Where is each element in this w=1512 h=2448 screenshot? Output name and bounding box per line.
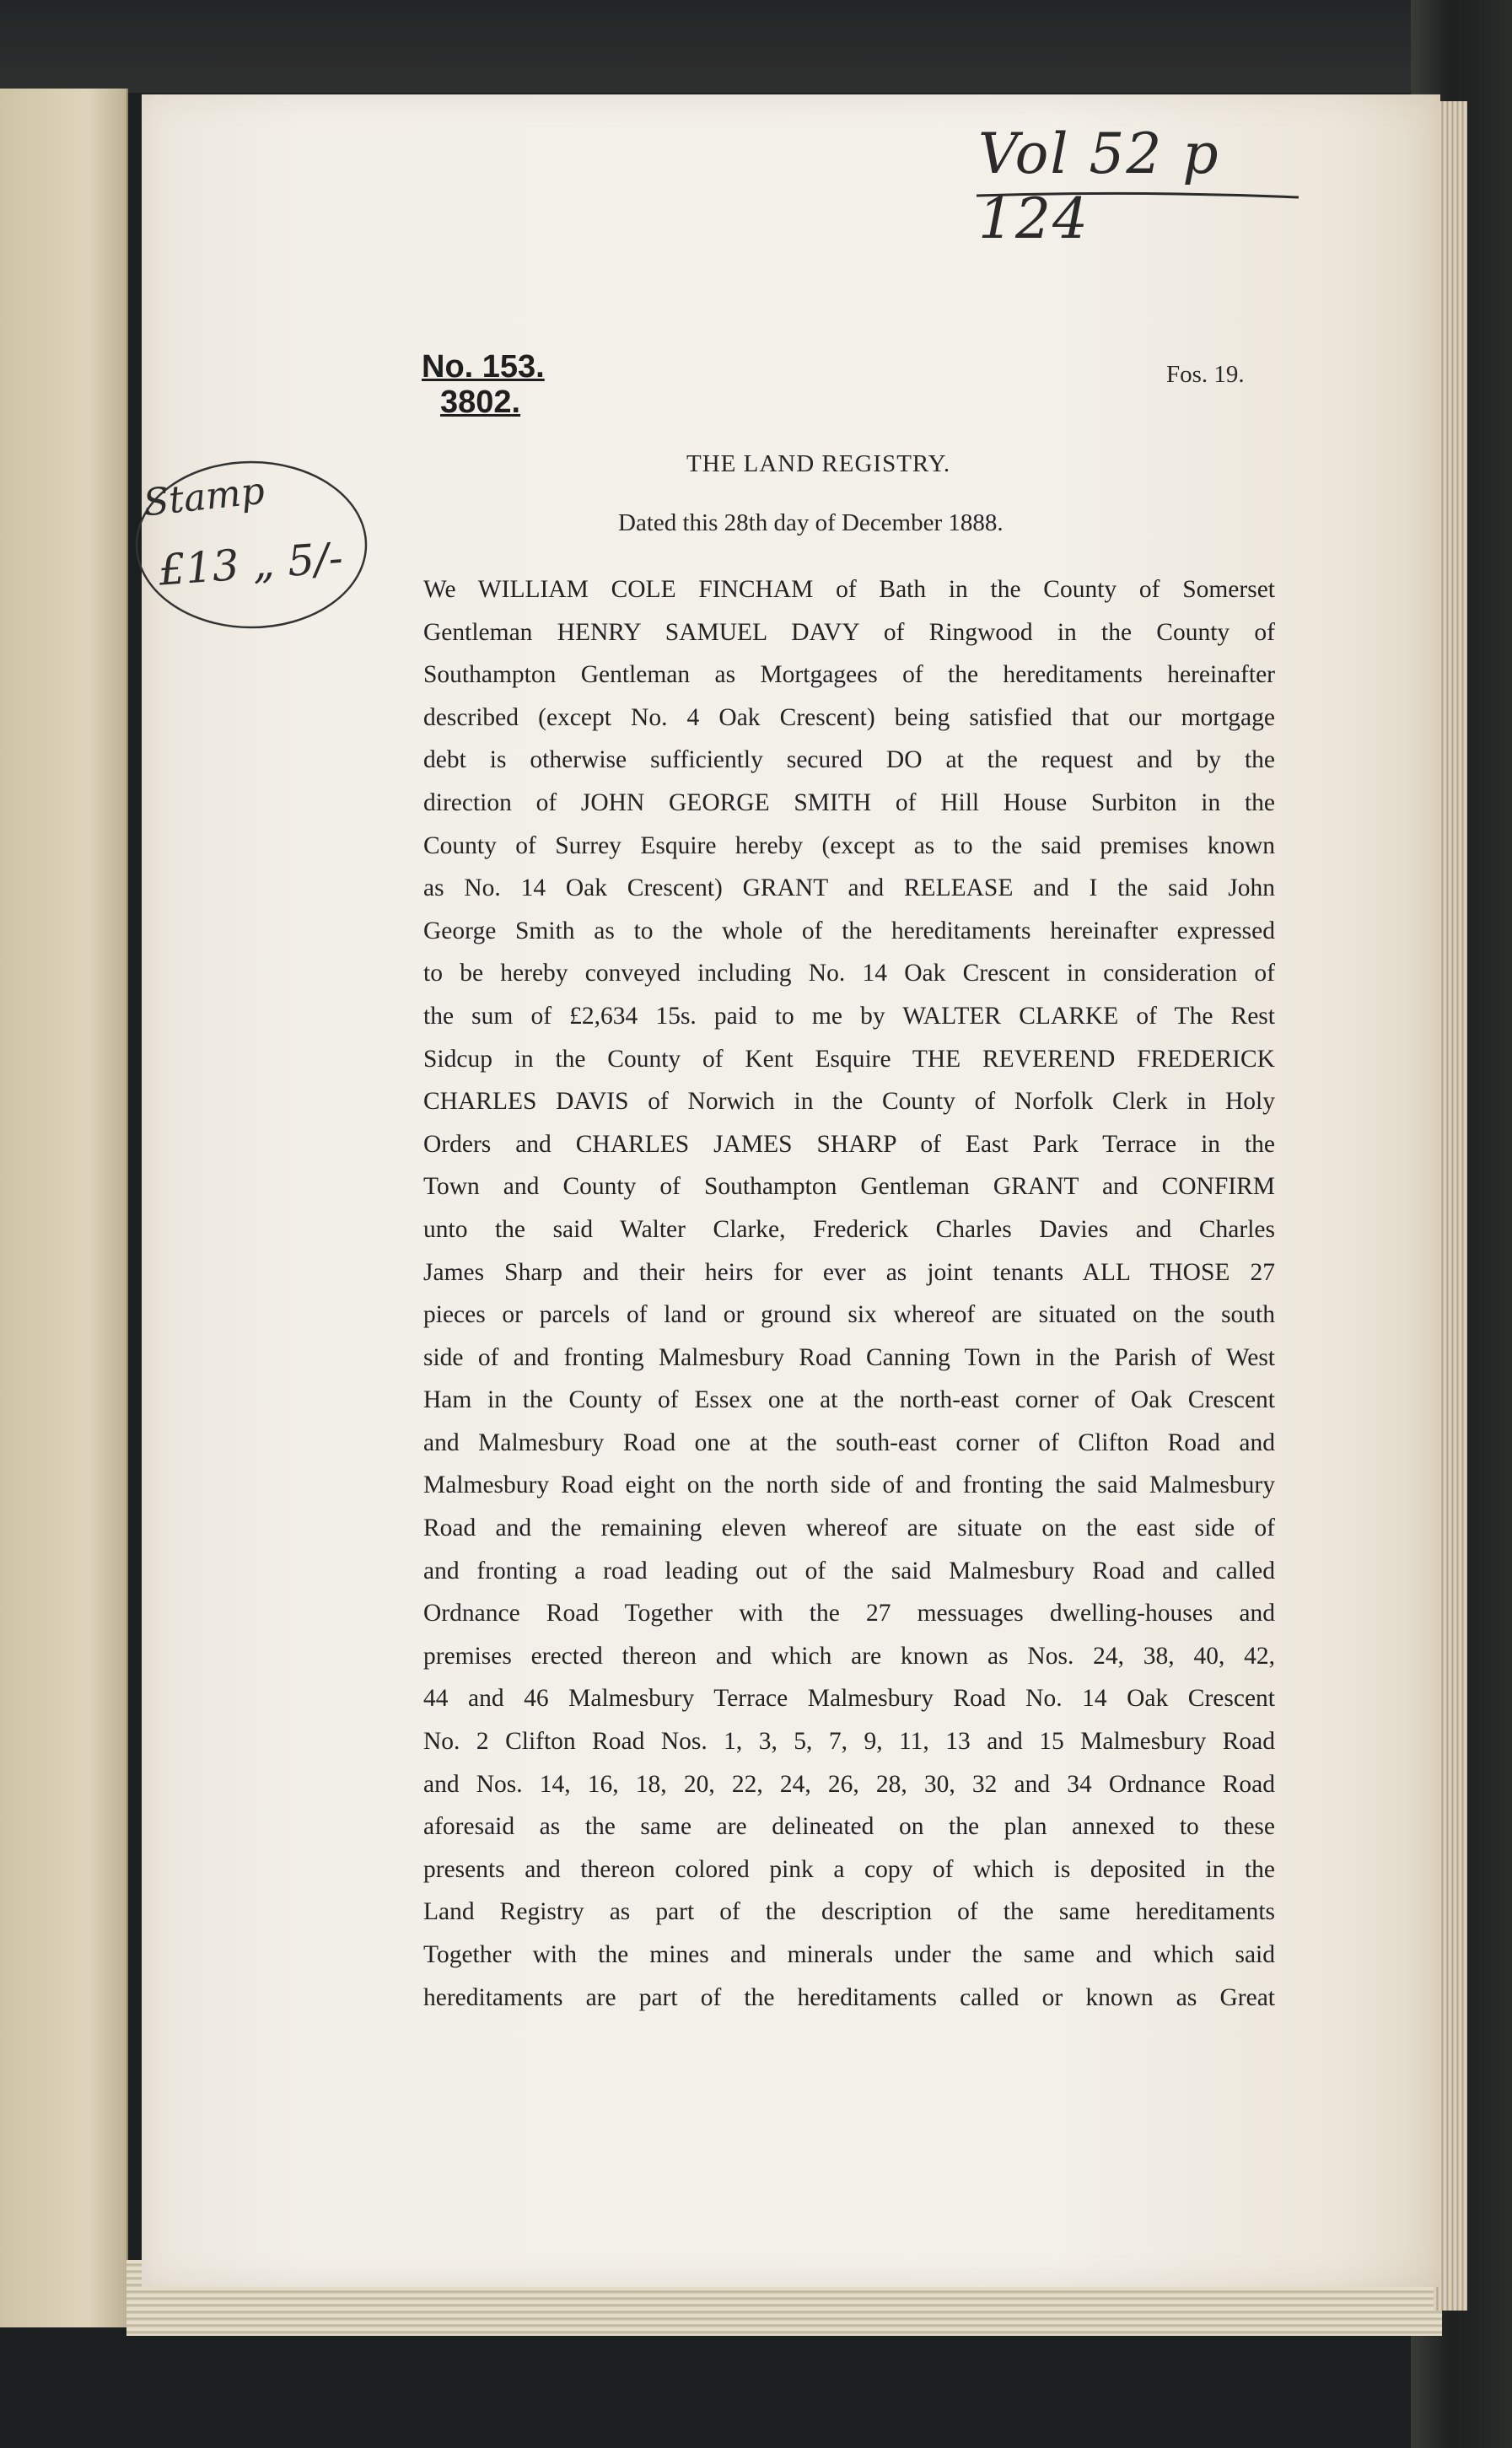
body-line: hereditaments are part of the hereditaments called or known as Great [423, 1983, 1275, 2011]
previous-page-edge [0, 89, 128, 2327]
body-line: Together with the mines and minerals under the same and which said [423, 1941, 1275, 1968]
stamp-label: Stamp [141, 469, 267, 525]
body-line: Sidcup in the County of Kent Esquire THE REVEREND FREDERICK [423, 1045, 1275, 1073]
document-date-line: Dated this 28th day of December 1888. [618, 509, 1004, 536]
document-number: No. 153. [422, 349, 545, 385]
body-line: described (except No. 4 Oak Crescent) being satisfied that our mortgage [423, 703, 1275, 731]
body-line: James Sharp and their heirs for ever as joint tenants ALL THOSE 27 [423, 1258, 1275, 1286]
body-line: County of Surrey Esquire hereby (except as to the said premises known [423, 831, 1275, 859]
body-line: to be hereby conveyed including No. 14 Oak Crescent in consideration of [423, 960, 1275, 987]
body-line: We WILLIAM COLE FINCHAM of Bath in the County of Somerset [423, 576, 1275, 603]
book-binding-top [0, 0, 1512, 93]
body-line: presents and thereon colored pink a copy of which is deposited in the [423, 1855, 1275, 1883]
body-line: the sum of £2,634 15s. paid to me by WALTER CLARKE of The Rest [423, 1002, 1275, 1030]
body-line: Ham in the County of Essex one at the north-east corner of Oak Crescent [423, 1386, 1275, 1414]
body-line: premises erected thereon and which are known as Nos. 24, 38, 40, 42, [423, 1642, 1275, 1670]
body-line: pieces or parcels of land or ground six whereof are situated on the south [423, 1301, 1275, 1329]
document-body [423, 568, 1275, 2019]
body-line: and Nos. 14, 16, 18, 20, 22, 24, 26, 28, 30, 32 and 34 Ordnance Road [423, 1770, 1275, 1798]
body-line: aforesaid as the same are delineated on the plan annexed to these [423, 1813, 1275, 1841]
handwritten-volume-reference [968, 118, 1305, 251]
folio-number: Fos. 19. [1166, 361, 1245, 388]
document-title: THE LAND REGISTRY. [686, 450, 951, 477]
body-line: debt is otherwise sufficiently secured DO at the request and by the [423, 746, 1275, 774]
document-number-block [422, 350, 545, 421]
body-line: Orders and CHARLES JAMES SHARP of East Park Terrace in the [423, 1130, 1275, 1158]
body-line: CHARLES DAVIS of Norwich in the County of Norfolk Clerk in Holy [423, 1088, 1275, 1116]
body-line: Gentleman HENRY SAMUEL DAVY of Ringwood in the County of [423, 618, 1275, 646]
duty-stamp [125, 455, 374, 637]
body-line: Land Registry as part of the description of the same hereditaments [423, 1898, 1275, 1926]
body-line: Southampton Gentleman as Mortgagees of the hereditaments hereinafter [423, 661, 1275, 689]
body-line: Road and the remaining eleven whereof are situate on the east side of [423, 1515, 1275, 1542]
body-line: as No. 14 Oak Crescent) GRANT and RELEASE and I the said John [423, 874, 1275, 902]
volume-reference-text: Vol 52 p 124 [978, 121, 1220, 251]
body-line: direction of JOHN GEORGE SMITH of Hill House Surbiton in the [423, 788, 1275, 816]
body-line: and fronting a road leading out of the said Malmesbury Road and called [423, 1557, 1275, 1584]
body-line: Ordnance Road Together with the 27 messuages dwelling-houses and [423, 1600, 1275, 1628]
body-line: Town and County of Southampton Gentleman GRANT and CONFIRM [423, 1173, 1275, 1201]
body-line: No. 2 Clifton Road Nos. 1, 3, 5, 7, 9, 11, 13 and 15 Malmesbury Road [423, 1728, 1275, 1756]
body-line: Malmesbury Road eight on the north side of and fronting the said Malmesbury [423, 1471, 1275, 1499]
body-line: George Smith as to the whole of the hereditaments hereinafter expressed [423, 917, 1275, 944]
body-line: side of and fronting Malmesbury Road Canning Town in the Parish of West [423, 1343, 1275, 1371]
body-line: unto the said Walter Clarke, Frederick Charles Davies and Charles [423, 1215, 1275, 1243]
stamp-amount: £13 „ 5/- [157, 533, 345, 595]
document-sub-number: 3802. [440, 384, 521, 420]
body-line: and Malmesbury Road one at the south-east corner of Clifton Road and [423, 1428, 1275, 1456]
body-line: 44 and 46 Malmesbury Terrace Malmesbury Road No. 14 Oak Crescent [423, 1685, 1275, 1713]
